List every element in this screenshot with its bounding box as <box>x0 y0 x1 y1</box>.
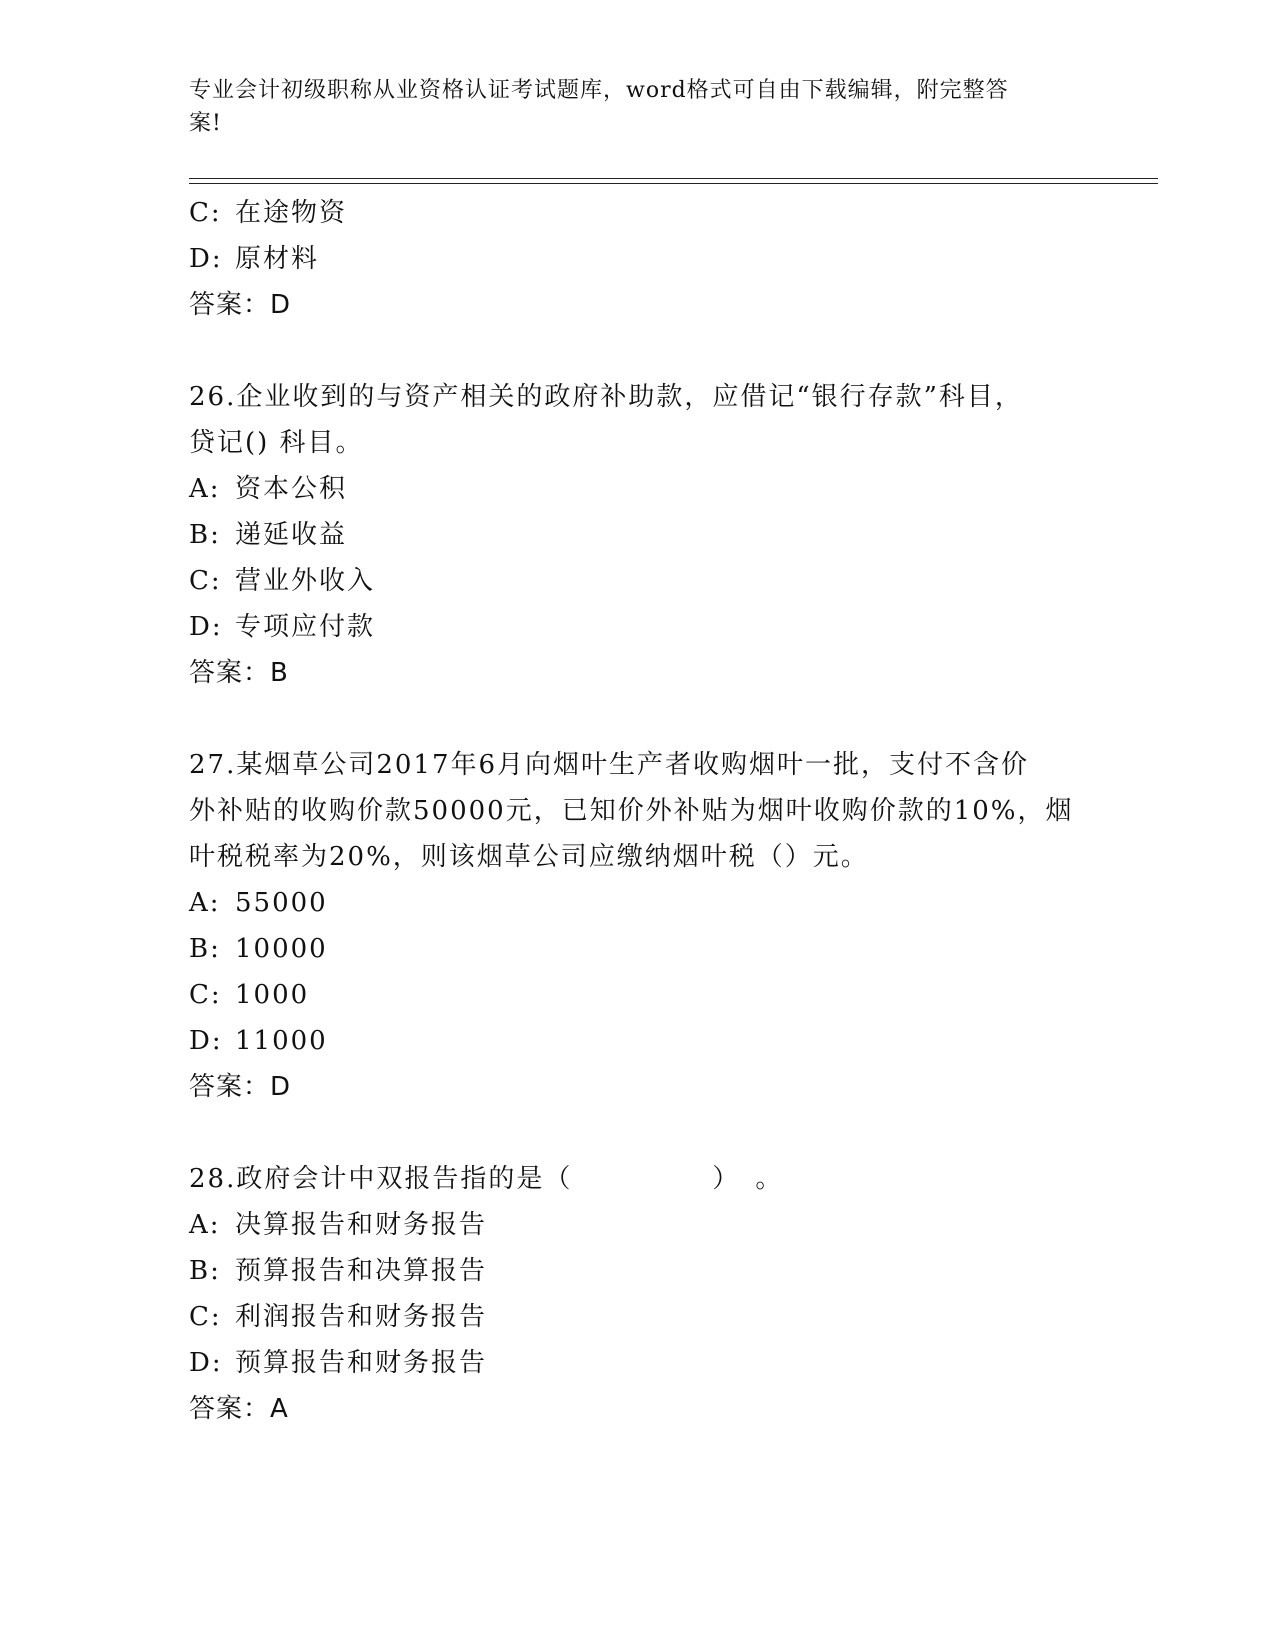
question-27 <box>189 742 1089 1110</box>
question-text-line: 27.某烟草公司2017年6月向烟叶生产者收购烟叶一批，支付不含价 <box>189 750 1030 780</box>
option-letter: C: <box>189 1302 222 1332</box>
option-text: 专项应付款 <box>235 612 376 642</box>
answer: 答案：A <box>189 1394 289 1424</box>
question-content <box>189 190 1089 1432</box>
question-text-line: 叶税税率为20%，则该烟草公司应缴纳烟叶税（）元。 <box>189 842 869 872</box>
option-text: 预算报告和决算报告 <box>235 1256 488 1286</box>
spacer <box>189 1110 1089 1156</box>
option-c <box>189 972 1089 1018</box>
option-text: 原材料 <box>235 244 320 274</box>
spacer <box>189 696 1089 742</box>
option-d <box>189 604 1089 650</box>
header-rule-bottom <box>189 183 1158 184</box>
page-header <box>189 74 1079 140</box>
option-letter: B: <box>189 1256 221 1286</box>
option-text: 11000 <box>235 1026 328 1056</box>
option-text: 营业外收入 <box>235 566 376 596</box>
question-28 <box>189 1156 1089 1432</box>
option-text: 1000 <box>235 980 310 1010</box>
header-line-1: 专业会计初级职称从业资格认证考试题库，word格式可自由下载编辑，附完整答 <box>189 78 1009 103</box>
option-letter: B: <box>189 934 221 964</box>
option-text: 在途物资 <box>235 198 348 228</box>
option-letter: A: <box>189 888 221 918</box>
question-text-line: 外补贴的收购价款50000元，已知价外补贴为烟叶收购价款的10%，烟 <box>189 796 1074 826</box>
option-b <box>189 512 1089 558</box>
option-text: 递延收益 <box>235 520 348 550</box>
answer: 答案：D <box>189 290 292 320</box>
option-d <box>189 236 1089 282</box>
question-text-line: 26.企业收到的与资产相关的政府补助款，应借记“银行存款”科目， <box>189 382 1023 412</box>
option-a <box>189 1202 1089 1248</box>
option-letter: A: <box>189 474 221 504</box>
question-text-line: 贷记() 科目。 <box>189 428 364 458</box>
option-c <box>189 190 1089 236</box>
option-letter: D: <box>189 612 223 642</box>
option-text: 55000 <box>235 888 328 918</box>
option-letter: D: <box>189 1348 223 1378</box>
header-line-2: 案! <box>189 111 222 136</box>
option-letter: D: <box>189 1026 223 1056</box>
option-d <box>189 1018 1089 1064</box>
option-c <box>189 1294 1089 1340</box>
header-rule-top <box>189 178 1158 179</box>
answer: 答案：B <box>189 658 289 688</box>
option-letter: A: <box>189 1210 221 1240</box>
option-a <box>189 466 1089 512</box>
question-text-line: 28.政府会计中双报告指的是（ ） 。 <box>189 1164 784 1194</box>
option-letter: C: <box>189 198 222 228</box>
option-text: 利润报告和财务报告 <box>235 1302 488 1332</box>
question-26 <box>189 374 1089 696</box>
option-d <box>189 1340 1089 1386</box>
option-b <box>189 926 1089 972</box>
option-letter: B: <box>189 520 221 550</box>
option-letter: C: <box>189 566 222 596</box>
question-fragment <box>189 190 1089 328</box>
answer: 答案：D <box>189 1072 292 1102</box>
option-letter: D: <box>189 244 223 274</box>
option-a <box>189 880 1089 926</box>
option-c <box>189 558 1089 604</box>
option-text: 决算报告和财务报告 <box>235 1210 488 1240</box>
option-b <box>189 1248 1089 1294</box>
option-text: 10000 <box>235 934 328 964</box>
option-text: 资本公积 <box>235 474 348 504</box>
option-text: 预算报告和财务报告 <box>235 1348 488 1378</box>
option-letter: C: <box>189 980 222 1010</box>
spacer <box>189 328 1089 374</box>
